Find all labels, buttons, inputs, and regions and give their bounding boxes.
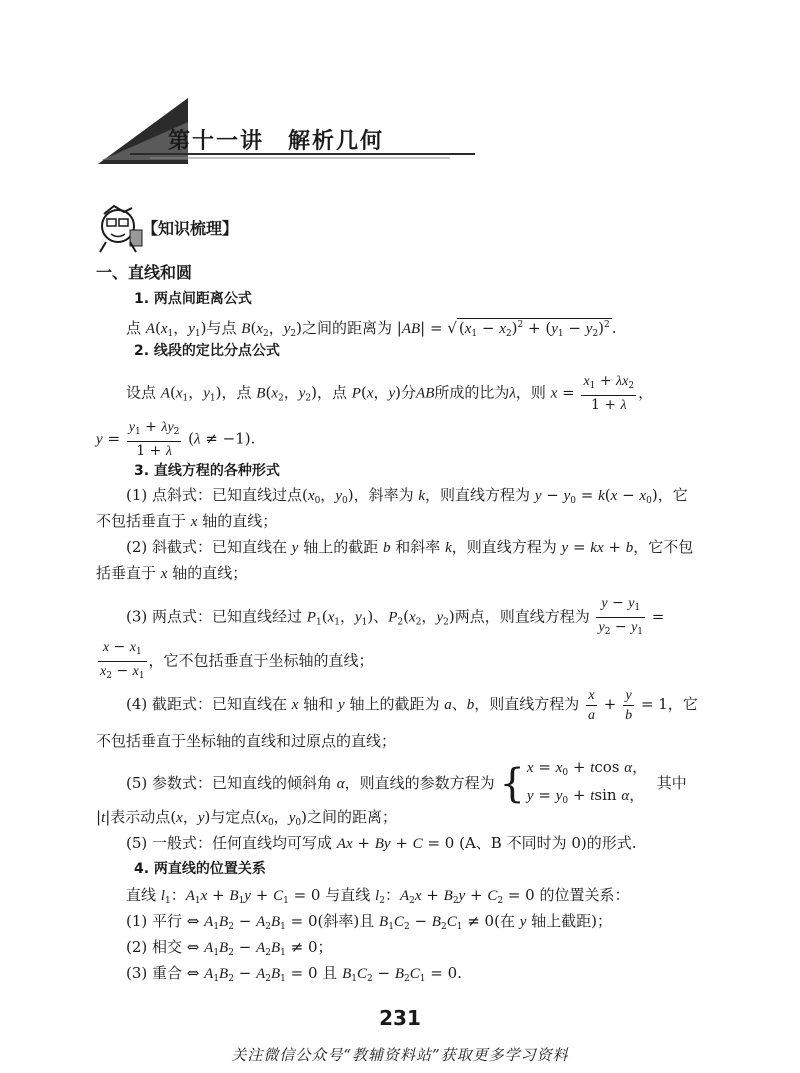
paragraph-section-point: 设点 $A(x_1$，$y_1$)，点 $B(x_2$，$y_2$)，点 P(x，y)分AB所成的比为λ，则 x = $\frac{x_1 + \lambda x_2}{1 + \lambda}$ ，	[126, 373, 654, 413]
form-parametric-cont: |t|表示动点(x，y)与定点($x_0$，$y_0$)之间的距离；	[96, 808, 397, 828]
form-point-slope: (1) 点斜式：已知直线过点($x_0$，$y_0$)，斜率为 k，则直线方程为 $y - y_0 = k(x - x_0)$，它	[126, 486, 688, 506]
form-intercept-cont: 不包括垂直于坐标轴的直线和过原点的直线；	[96, 732, 397, 750]
form-two-point: (3) 两点式：已知直线经过 $P_1(x_1$，$y_1$)、$P_2(x_2$，$y_2$)两点，则直线方程为 $\frac{y - y_1}{y_2 - y_1}$ =	[126, 595, 665, 637]
item-heading-4: 4. 两直线的位置关系	[134, 861, 266, 877]
form-intercept: (4) 截距式：已知直线在 x 轴和 y 轴上的截距为 a、b，则直线方程为 $\frac{x}{a}$ + $\frac{y}{b}$ = 1，它	[126, 687, 698, 723]
form-slope-intercept-cont: 括垂直于 x 轴的直线；	[96, 564, 248, 582]
page-number: 231	[379, 1006, 421, 1030]
footer-note: 关注微信公众号“教辅资料站”获取更多学习资料	[231, 1046, 569, 1064]
relation-intersect: (2) 相交 ⇔ $A_1B_2 - A_2B_1 \ne 0$；	[126, 938, 333, 958]
form-two-point-cont: $\frac{x - x_1}{x_2 - x_1}$ ，它不包括垂直于坐标轴的直线；	[100, 639, 374, 681]
relation-parallel: (1) 平行 ⇔ $A_1B_2 - A_2B_1 = 0$(斜率)且 $B_1C_2 - B_2C_1 \ne 0$(在 y 轴上截距)；	[126, 912, 613, 932]
formula-section-y: y = $\frac{y_1 + \lambda y_2}{1 + \lambda}$ (λ ≠ −1).	[96, 419, 256, 459]
item-heading-2: 2. 线段的定比分点公式	[134, 343, 280, 359]
form-point-slope-cont: 不包括垂直于 x 轴的直线；	[96, 512, 278, 530]
item-heading-3: 3. 直线方程的各种形式	[134, 463, 280, 479]
relation-intro: 直线 $l_1$：$A_1x + B_1y + C_1 = 0$ 与直线 $l_2$：$A_2x + B_2y + C_2 = 0$ 的位置关系：	[126, 886, 630, 906]
section-label: 【知识梳理】	[142, 219, 239, 238]
item-heading-1: 1. 两点间距离公式	[134, 291, 252, 307]
paragraph-distance: 点 $A(x_1$，$y_1$)与点 $B(x_2$，$y_2$)之间的距离为 |AB| = √ $(x_1 - x_2)^2 + (y_1 - y_2)^2$ .	[126, 319, 617, 339]
form-slope-intercept: (2) 斜截式：已知直线在 y 轴上的截距 b 和斜率 k，则直线方程为 y = kx + b，它不包	[126, 538, 694, 556]
form-parametric: (5) 参数式：已知直线的倾斜角 α，则直线的参数方程为 { $x = x_0 + tcos$ α， $y = y_0 + tsin$ α， 其中	[126, 758, 687, 807]
form-general: (5) 一般式：任何直线均可写成 Ax + By + C = 0 (A、B 不同时为 0)的形式.	[126, 834, 637, 852]
page-title: 第十一讲 解析几何	[168, 129, 385, 154]
section-title: 一、直线和圆	[96, 263, 193, 282]
mascot-icon	[96, 204, 148, 254]
relation-coincide: (3) 重合 ⇔ $A_1B_2 - A_2B_1 = 0$ 且 $B_1C_2 - B_2C_1 = 0$.	[126, 964, 462, 984]
